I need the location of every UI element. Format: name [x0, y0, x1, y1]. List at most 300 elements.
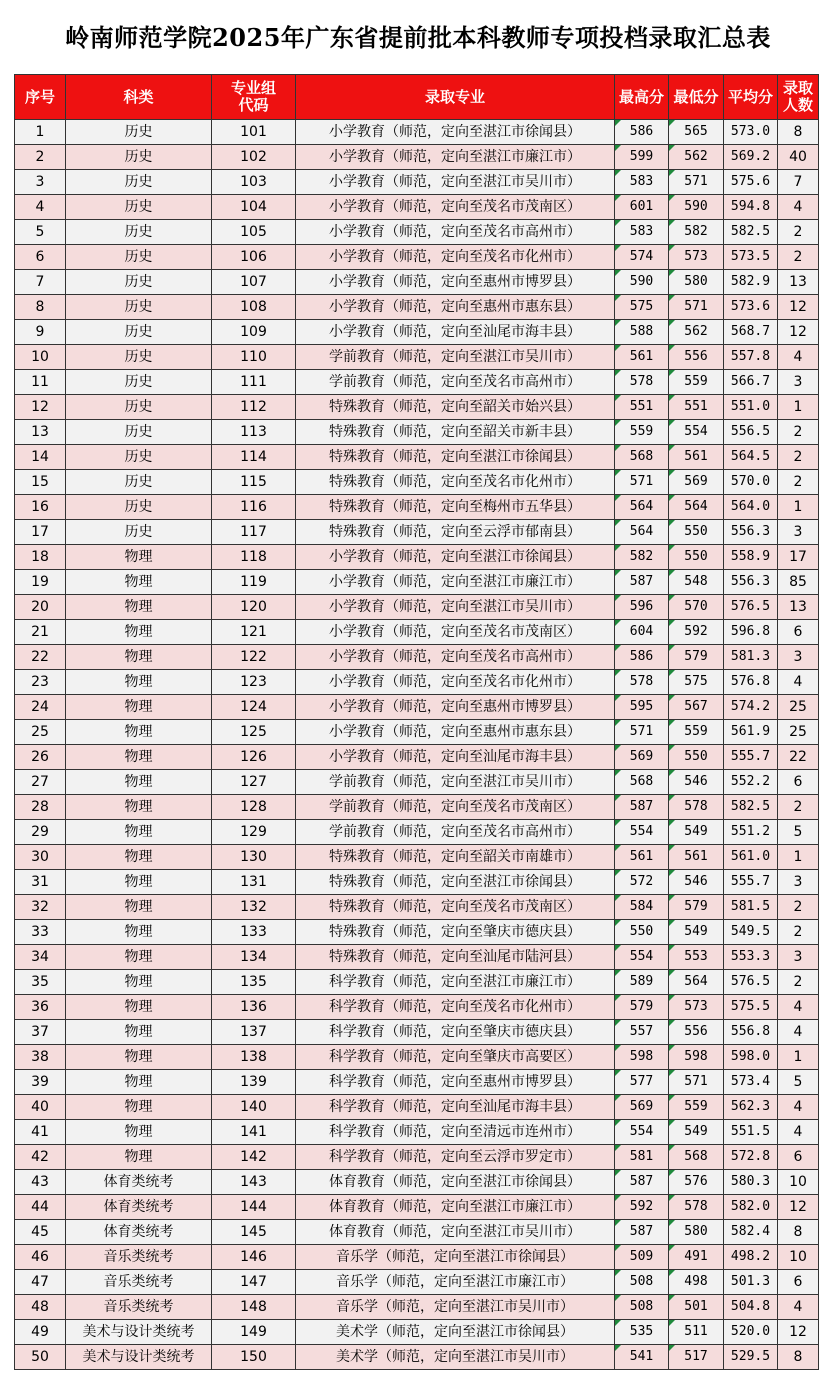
min-score-cell: 579 — [669, 895, 724, 920]
major-cell: 美术学（师范，定向至湛江市徐闻县） — [296, 1320, 615, 1345]
table-row — [15, 720, 819, 745]
category-cell: 历史 — [66, 220, 212, 245]
index-cell: 21 — [15, 620, 66, 645]
category-cell: 物理 — [66, 770, 212, 795]
major-cell: 小学教育（师范，定向至茂名市高州市） — [296, 220, 615, 245]
index-cell: 5 — [15, 220, 66, 245]
major-cell: 小学教育（师范，定向至茂名市茂南区） — [296, 195, 615, 220]
count-cell: 17 — [778, 545, 819, 570]
major-cell: 音乐学（师范，定向至湛江市徐闻县） — [296, 1245, 615, 1270]
min-score-cell: 576 — [669, 1170, 724, 1195]
group-code-cell: 149 — [212, 1320, 296, 1345]
max-score-cell: 554 — [615, 1120, 669, 1145]
table-row — [15, 1220, 819, 1245]
group-code-cell: 120 — [212, 595, 296, 620]
major-cell: 科学教育（师范，定向至湛江市廉江市） — [296, 970, 615, 995]
group-code-cell: 150 — [212, 1345, 296, 1370]
category-cell: 物理 — [66, 870, 212, 895]
category-cell: 物理 — [66, 720, 212, 745]
avg-score-cell: 558.9 — [724, 545, 778, 570]
avg-score-cell: 568.7 — [724, 320, 778, 345]
group-code-cell: 130 — [212, 845, 296, 870]
max-score-cell: 568 — [615, 770, 669, 795]
group-code-cell: 128 — [212, 795, 296, 820]
category-cell: 历史 — [66, 495, 212, 520]
count-cell: 2 — [778, 795, 819, 820]
table-row — [15, 620, 819, 645]
index-cell: 25 — [15, 720, 66, 745]
count-cell: 6 — [778, 1145, 819, 1170]
avg-score-cell: 575.6 — [724, 170, 778, 195]
max-score-cell: 579 — [615, 995, 669, 1020]
count-cell: 2 — [778, 470, 819, 495]
category-cell: 物理 — [66, 945, 212, 970]
index-cell: 28 — [15, 795, 66, 820]
count-cell: 3 — [778, 945, 819, 970]
index-cell: 39 — [15, 1070, 66, 1095]
index-cell: 26 — [15, 745, 66, 770]
avg-score-cell: 562.3 — [724, 1095, 778, 1120]
index-cell: 46 — [15, 1245, 66, 1270]
category-cell: 历史 — [66, 270, 212, 295]
major-cell: 科学教育（师范，定向至汕尾市海丰县） — [296, 1095, 615, 1120]
table-row — [15, 170, 819, 195]
category-cell: 物理 — [66, 920, 212, 945]
max-score-cell: 589 — [615, 970, 669, 995]
index-cell: 18 — [15, 545, 66, 570]
index-cell: 34 — [15, 945, 66, 970]
count-cell: 12 — [778, 1320, 819, 1345]
max-score-cell: 577 — [615, 1070, 669, 1095]
avg-score-cell: 556.3 — [724, 570, 778, 595]
count-cell: 2 — [778, 220, 819, 245]
avg-score-cell: 573.0 — [724, 120, 778, 145]
group-code-cell: 137 — [212, 1020, 296, 1045]
max-score-cell: 578 — [615, 370, 669, 395]
index-cell: 22 — [15, 645, 66, 670]
count-cell: 1 — [778, 495, 819, 520]
avg-score-cell: 594.8 — [724, 195, 778, 220]
table-row — [15, 995, 819, 1020]
group-code-cell: 138 — [212, 1045, 296, 1070]
count-cell: 10 — [778, 1245, 819, 1270]
avg-score-cell: 556.5 — [724, 420, 778, 445]
index-cell: 37 — [15, 1020, 66, 1045]
avg-score-cell: 598.0 — [724, 1045, 778, 1070]
group-code-cell: 139 — [212, 1070, 296, 1095]
avg-score-cell: 574.2 — [724, 695, 778, 720]
header-category: 科类 — [66, 75, 212, 120]
major-cell: 小学教育（师范，定向至惠州市博罗县） — [296, 270, 615, 295]
min-score-cell: 580 — [669, 270, 724, 295]
index-cell: 31 — [15, 870, 66, 895]
count-cell: 6 — [778, 620, 819, 645]
major-cell: 科学教育（师范，定向至茂名市化州市） — [296, 995, 615, 1020]
table-row — [15, 295, 819, 320]
major-cell: 音乐学（师范，定向至湛江市吴川市） — [296, 1295, 615, 1320]
count-cell: 8 — [778, 1345, 819, 1370]
group-code-cell: 101 — [212, 120, 296, 145]
table-row — [15, 945, 819, 970]
category-cell: 物理 — [66, 1020, 212, 1045]
avg-score-cell: 582.4 — [724, 1220, 778, 1245]
group-code-cell: 123 — [212, 670, 296, 695]
major-cell: 小学教育（师范，定向至惠州市惠东县） — [296, 720, 615, 745]
count-cell: 2 — [778, 920, 819, 945]
count-cell: 85 — [778, 570, 819, 595]
major-cell: 小学教育（师范，定向至湛江市徐闻县） — [296, 545, 615, 570]
min-score-cell: 559 — [669, 720, 724, 745]
category-cell: 物理 — [66, 1145, 212, 1170]
category-cell: 历史 — [66, 320, 212, 345]
category-cell: 历史 — [66, 395, 212, 420]
count-cell: 4 — [778, 1120, 819, 1145]
table-row — [15, 1320, 819, 1345]
table-row — [15, 320, 819, 345]
group-code-cell: 119 — [212, 570, 296, 595]
group-code-cell: 125 — [212, 720, 296, 745]
group-code-cell: 111 — [212, 370, 296, 395]
page-title: 岭南师范学院2025年广东省提前批本科教师专项投档录取汇总表 — [65, 23, 771, 52]
avg-score-cell: 564.0 — [724, 495, 778, 520]
index-cell: 8 — [15, 295, 66, 320]
table-row — [15, 1020, 819, 1045]
avg-score-cell: 573.5 — [724, 245, 778, 270]
avg-score-cell: 573.4 — [724, 1070, 778, 1095]
table-row — [15, 545, 819, 570]
category-cell: 物理 — [66, 1045, 212, 1070]
max-score-cell: 582 — [615, 545, 669, 570]
min-score-cell: 564 — [669, 970, 724, 995]
table-row — [15, 570, 819, 595]
category-cell: 物理 — [66, 545, 212, 570]
major-cell: 科学教育（师范，定向至云浮市罗定市） — [296, 1145, 615, 1170]
avg-score-cell: 529.5 — [724, 1345, 778, 1370]
group-code-cell: 105 — [212, 220, 296, 245]
table-row — [15, 870, 819, 895]
group-code-cell: 118 — [212, 545, 296, 570]
avg-score-cell: 582.5 — [724, 795, 778, 820]
major-cell: 学前教育（师范，定向至湛江市吴川市） — [296, 770, 615, 795]
min-score-cell: 580 — [669, 1220, 724, 1245]
major-cell: 体育教育（师范，定向至湛江市徐闻县） — [296, 1170, 615, 1195]
count-cell: 3 — [778, 370, 819, 395]
index-cell: 13 — [15, 420, 66, 445]
group-code-cell: 141 — [212, 1120, 296, 1145]
index-cell: 32 — [15, 895, 66, 920]
major-cell: 小学教育（师范，定向至汕尾市海丰县） — [296, 745, 615, 770]
table-row — [15, 820, 819, 845]
min-score-cell: 598 — [669, 1045, 724, 1070]
max-score-cell: 592 — [615, 1195, 669, 1220]
category-cell: 美术与设计类统考 — [66, 1345, 212, 1370]
avg-score-cell: 551.5 — [724, 1120, 778, 1145]
major-cell: 特殊教育（师范，定向至茂名市化州市） — [296, 470, 615, 495]
group-code-cell: 143 — [212, 1170, 296, 1195]
max-score-cell: 571 — [615, 470, 669, 495]
count-cell: 4 — [778, 670, 819, 695]
group-code-cell: 115 — [212, 470, 296, 495]
header-index: 序号 — [15, 75, 66, 120]
index-cell: 4 — [15, 195, 66, 220]
max-score-cell: 535 — [615, 1320, 669, 1345]
category-cell: 历史 — [66, 370, 212, 395]
index-cell: 48 — [15, 1295, 66, 1320]
index-cell: 50 — [15, 1345, 66, 1370]
avg-score-cell: 570.0 — [724, 470, 778, 495]
min-score-cell: 582 — [669, 220, 724, 245]
table-row — [15, 895, 819, 920]
category-cell: 历史 — [66, 170, 212, 195]
table-row — [15, 970, 819, 995]
group-code-cell: 114 — [212, 445, 296, 470]
group-code-cell: 127 — [212, 770, 296, 795]
min-score-cell: 570 — [669, 595, 724, 620]
avg-score-cell: 555.7 — [724, 745, 778, 770]
header-avg-score: 平均分 — [724, 75, 778, 120]
group-code-cell: 146 — [212, 1245, 296, 1270]
admission-table — [14, 74, 819, 1370]
category-cell: 物理 — [66, 695, 212, 720]
count-cell: 4 — [778, 195, 819, 220]
max-score-cell: 587 — [615, 795, 669, 820]
count-cell: 7 — [778, 170, 819, 195]
count-cell: 2 — [778, 895, 819, 920]
max-score-cell: 568 — [615, 445, 669, 470]
max-score-cell: 564 — [615, 495, 669, 520]
table-row — [15, 195, 819, 220]
group-code-cell: 104 — [212, 195, 296, 220]
min-score-cell: 554 — [669, 420, 724, 445]
min-score-cell: 501 — [669, 1295, 724, 1320]
index-cell: 23 — [15, 670, 66, 695]
major-cell: 特殊教育（师范，定向至韶关市始兴县） — [296, 395, 615, 420]
avg-score-cell: 561.9 — [724, 720, 778, 745]
header-group-code-line1: 专业组 — [230, 79, 276, 97]
category-cell: 物理 — [66, 1070, 212, 1095]
group-code-cell: 124 — [212, 695, 296, 720]
index-cell: 1 — [15, 120, 66, 145]
avg-score-cell: 556.8 — [724, 1020, 778, 1045]
index-cell: 7 — [15, 270, 66, 295]
header-group-code — [212, 75, 296, 120]
table-row — [15, 1270, 819, 1295]
table-row — [15, 1145, 819, 1170]
max-score-cell: 564 — [615, 520, 669, 545]
major-cell: 小学教育（师范，定向至茂名市化州市） — [296, 670, 615, 695]
min-score-cell: 571 — [669, 1070, 724, 1095]
table-row — [15, 1345, 819, 1370]
avg-score-cell: 576.5 — [724, 595, 778, 620]
min-score-cell: 575 — [669, 670, 724, 695]
count-cell: 13 — [778, 270, 819, 295]
max-score-cell: 595 — [615, 695, 669, 720]
min-score-cell: 556 — [669, 1020, 724, 1045]
table-row — [15, 220, 819, 245]
count-cell: 2 — [778, 970, 819, 995]
min-score-cell: 561 — [669, 845, 724, 870]
major-cell: 科学教育（师范，定向至肇庆市高要区） — [296, 1045, 615, 1070]
avg-score-cell: 549.5 — [724, 920, 778, 945]
group-code-cell: 106 — [212, 245, 296, 270]
min-score-cell: 550 — [669, 545, 724, 570]
major-cell: 科学教育（师范，定向至清远市连州市） — [296, 1120, 615, 1145]
count-cell: 8 — [778, 1220, 819, 1245]
category-cell: 音乐类统考 — [66, 1245, 212, 1270]
avg-score-cell: 575.5 — [724, 995, 778, 1020]
max-score-cell: 557 — [615, 1020, 669, 1045]
category-cell: 历史 — [66, 345, 212, 370]
category-cell: 物理 — [66, 670, 212, 695]
group-code-cell: 144 — [212, 1195, 296, 1220]
table-row — [15, 1245, 819, 1270]
major-cell: 科学教育（师范，定向至肇庆市德庆县） — [296, 1020, 615, 1045]
min-score-cell: 571 — [669, 295, 724, 320]
major-cell: 特殊教育（师范，定向至湛江市徐闻县） — [296, 445, 615, 470]
major-cell: 小学教育（师范，定向至茂名市茂南区） — [296, 620, 615, 645]
index-cell: 16 — [15, 495, 66, 520]
min-score-cell: 567 — [669, 695, 724, 720]
min-score-cell: 559 — [669, 1095, 724, 1120]
table-row — [15, 795, 819, 820]
header-max-score: 最高分 — [615, 75, 669, 120]
max-score-cell: 604 — [615, 620, 669, 645]
table-row — [15, 120, 819, 145]
count-cell: 4 — [778, 1020, 819, 1045]
header-count-line2: 人数 — [782, 96, 813, 114]
table-row — [15, 1070, 819, 1095]
major-cell: 科学教育（师范，定向至惠州市博罗县） — [296, 1070, 615, 1095]
index-cell: 29 — [15, 820, 66, 845]
max-score-cell: 586 — [615, 120, 669, 145]
avg-score-cell: 576.8 — [724, 670, 778, 695]
category-cell: 历史 — [66, 295, 212, 320]
max-score-cell: 571 — [615, 720, 669, 745]
group-code-cell: 136 — [212, 995, 296, 1020]
index-cell: 33 — [15, 920, 66, 945]
group-code-cell: 109 — [212, 320, 296, 345]
category-cell: 美术与设计类统考 — [66, 1320, 212, 1345]
max-score-cell: 561 — [615, 845, 669, 870]
max-score-cell: 586 — [615, 645, 669, 670]
min-score-cell: 551 — [669, 395, 724, 420]
header-count-line1: 录取 — [782, 79, 813, 97]
max-score-cell: 601 — [615, 195, 669, 220]
count-cell: 40 — [778, 145, 819, 170]
category-cell: 历史 — [66, 470, 212, 495]
group-code-cell: 133 — [212, 920, 296, 945]
avg-score-cell: 520.0 — [724, 1320, 778, 1345]
table-row — [15, 595, 819, 620]
table-row — [15, 1045, 819, 1070]
group-code-cell: 126 — [212, 745, 296, 770]
min-score-cell: 517 — [669, 1345, 724, 1370]
count-cell: 3 — [778, 520, 819, 545]
major-cell: 特殊教育（师范，定向至肇庆市德庆县） — [296, 920, 615, 945]
index-cell: 49 — [15, 1320, 66, 1345]
min-score-cell: 548 — [669, 570, 724, 595]
index-cell: 41 — [15, 1120, 66, 1145]
avg-score-cell: 582.0 — [724, 1195, 778, 1220]
min-score-cell: 559 — [669, 370, 724, 395]
min-score-cell: 549 — [669, 920, 724, 945]
category-cell: 物理 — [66, 620, 212, 645]
index-cell: 40 — [15, 1095, 66, 1120]
count-cell: 3 — [778, 870, 819, 895]
group-code-cell: 148 — [212, 1295, 296, 1320]
table-row — [15, 745, 819, 770]
min-score-cell: 592 — [669, 620, 724, 645]
index-cell: 3 — [15, 170, 66, 195]
max-score-cell: 509 — [615, 1245, 669, 1270]
min-score-cell: 562 — [669, 145, 724, 170]
index-cell: 45 — [15, 1220, 66, 1245]
table-header-row — [15, 75, 819, 120]
category-cell: 历史 — [66, 420, 212, 445]
min-score-cell: 573 — [669, 245, 724, 270]
min-score-cell: 569 — [669, 470, 724, 495]
max-score-cell: 590 — [615, 270, 669, 295]
max-score-cell: 550 — [615, 920, 669, 945]
avg-score-cell: 498.2 — [724, 1245, 778, 1270]
max-score-cell: 569 — [615, 1095, 669, 1120]
table-row — [15, 695, 819, 720]
max-score-cell: 599 — [615, 145, 669, 170]
major-cell: 体育教育（师范，定向至湛江市廉江市） — [296, 1195, 615, 1220]
count-cell: 6 — [778, 770, 819, 795]
index-cell: 11 — [15, 370, 66, 395]
group-code-cell: 108 — [212, 295, 296, 320]
count-cell: 5 — [778, 1070, 819, 1095]
avg-score-cell: 580.3 — [724, 1170, 778, 1195]
count-cell: 12 — [778, 1195, 819, 1220]
index-cell: 43 — [15, 1170, 66, 1195]
count-cell: 12 — [778, 320, 819, 345]
index-cell: 9 — [15, 320, 66, 345]
max-score-cell: 554 — [615, 945, 669, 970]
min-score-cell: 553 — [669, 945, 724, 970]
max-score-cell: 572 — [615, 870, 669, 895]
count-cell: 22 — [778, 745, 819, 770]
index-cell: 20 — [15, 595, 66, 620]
major-cell: 小学教育（师范，定向至湛江市吴川市） — [296, 595, 615, 620]
table-row — [15, 645, 819, 670]
category-cell: 音乐类统考 — [66, 1270, 212, 1295]
category-cell: 音乐类统考 — [66, 1295, 212, 1320]
min-score-cell: 546 — [669, 870, 724, 895]
major-cell: 特殊教育（师范，定向至韶关市南雄市） — [296, 845, 615, 870]
avg-score-cell: 581.5 — [724, 895, 778, 920]
max-score-cell: 583 — [615, 170, 669, 195]
count-cell: 1 — [778, 845, 819, 870]
min-score-cell: 549 — [669, 820, 724, 845]
group-code-cell: 145 — [212, 1220, 296, 1245]
table-row — [15, 1095, 819, 1120]
index-cell: 38 — [15, 1045, 66, 1070]
major-cell: 小学教育（师范，定向至茂名市化州市） — [296, 245, 615, 270]
min-score-cell: 590 — [669, 195, 724, 220]
table-row — [15, 1295, 819, 1320]
category-cell: 历史 — [66, 145, 212, 170]
category-cell: 历史 — [66, 195, 212, 220]
max-score-cell: 554 — [615, 820, 669, 845]
count-cell: 6 — [778, 1270, 819, 1295]
max-score-cell: 588 — [615, 320, 669, 345]
table-row — [15, 845, 819, 870]
category-cell: 物理 — [66, 1095, 212, 1120]
index-cell: 12 — [15, 395, 66, 420]
group-code-cell: 140 — [212, 1095, 296, 1120]
